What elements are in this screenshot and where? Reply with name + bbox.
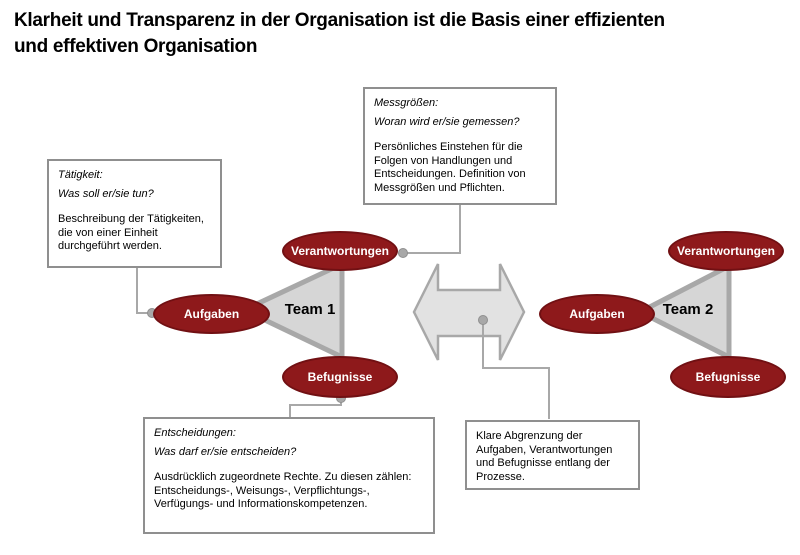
- slide-title-line2: und effektiven Organisation: [14, 36, 258, 57]
- connector-dot-arrow: [479, 316, 488, 325]
- callout-klare-abgrenzung-body: Klare Abgrenzung der Aufgaben, Verantwortungen und Befugnisse entlang der Prozesse.: [476, 430, 613, 483]
- callout-messgroessen-heading1: Messgrößen:: [374, 97, 439, 109]
- team1-label: Team 1: [284, 301, 336, 318]
- callout-taetigkeit: [47, 159, 222, 268]
- callout-messgroessen-heading2: Woran wird er/sie gemessen?: [374, 115, 520, 128]
- callout-taetigkeit-body: Beschreibung der Tätigkeiten, die von einer Einheit durchgeführt werden.: [58, 213, 204, 252]
- team2-node-befugnisse: Befugnisse: [670, 356, 786, 398]
- callout-messgroessen: [363, 87, 557, 205]
- callout-entscheidungen-heading2: Was darf er/sie entscheiden?: [154, 445, 297, 458]
- callout-messgroessen-body: Persönliches Einstehen für die Folgen von Handlungen und Entscheidungen. Definition von Messgrößen und Pflichten.: [374, 141, 526, 194]
- team2-label: Team 2: [662, 301, 714, 318]
- double-arrow-icon: [414, 264, 524, 360]
- team2-node-aufgaben: Aufgaben: [539, 294, 655, 334]
- slide-title-line1: Klarheit und Transparenz in der Organisation ist die Basis einer effizienten: [14, 10, 665, 31]
- connector-messgroessen-verantwortungen: [407, 205, 460, 253]
- connector-entscheidungen-befugnisse: [290, 399, 341, 417]
- team1-node-befugnisse: Befugnisse: [282, 356, 398, 398]
- callout-taetigkeit-heading1: Tätigkeit:: [58, 169, 103, 181]
- connector-taetigkeit-aufgaben: [137, 268, 149, 313]
- connector-dot-verantwortungen: [399, 249, 408, 258]
- team2-node-verantwortungen: Verantwortungen: [668, 231, 784, 271]
- connector-arrow-klare-box: [483, 323, 549, 419]
- callout-entscheidungen: [143, 417, 435, 534]
- callout-taetigkeit-heading2: Was soll er/sie tun?: [58, 187, 154, 200]
- callout-entscheidungen-heading1: Entscheidungen:: [154, 427, 236, 439]
- callout-entscheidungen-body: Ausdrücklich zugeordnete Rechte. Zu diesen zählen: Entscheidungs-, Weisungs-, Verpflichtungs-, Verfügungs- und Informationskompetenzen.: [154, 471, 412, 510]
- team1-node-verantwortungen: Verantwortungen: [282, 231, 398, 271]
- team1-node-aufgaben: Aufgaben: [153, 294, 270, 334]
- callout-klare-abgrenzung: [465, 420, 640, 490]
